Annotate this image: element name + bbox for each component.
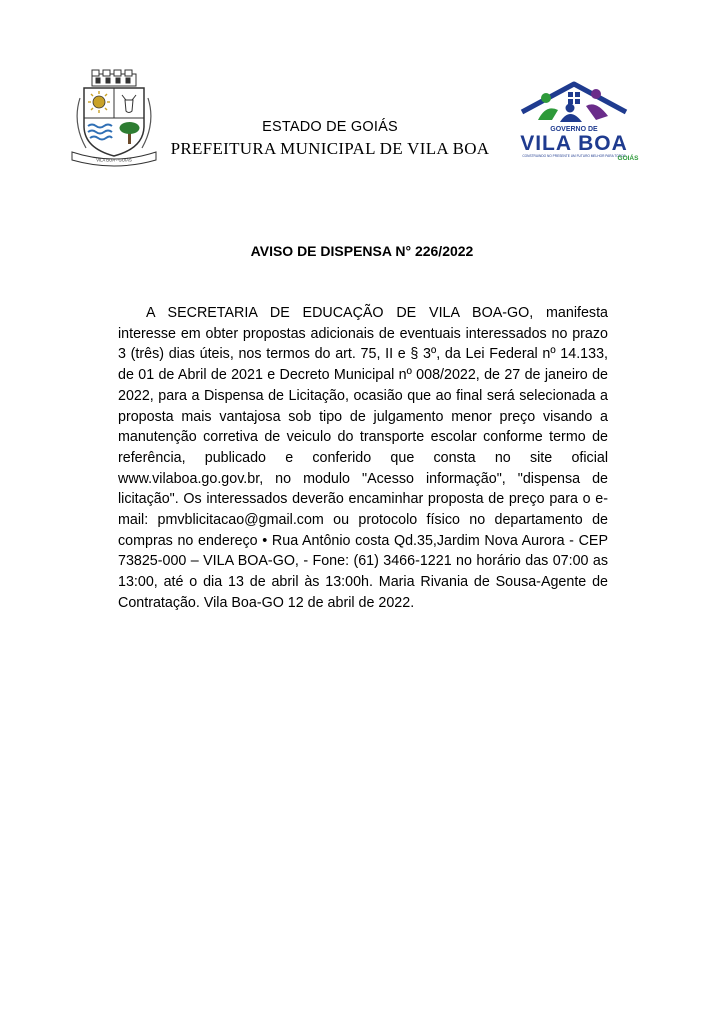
prefecture-name: PREFEITURA MUNICIPAL DE VILA BOA: [170, 139, 490, 158]
crest-banner-text: VILA BOA - GOIÁS: [96, 157, 132, 163]
notice-title: AVISO DE DISPENSA N° 226/2022: [250, 243, 474, 259]
logo-top-text: GOVERNO DE: [550, 126, 598, 133]
state-name: ESTADO DE GOIÁS: [262, 119, 398, 135]
logo-window-icon: [568, 92, 580, 104]
crest-crown: [92, 70, 136, 86]
municipal-crest-logo: [66, 68, 162, 168]
logo-sub-text: GOIÁS: [617, 155, 639, 162]
logo-slogan-text: CONSTRUINDO NO PRESENTE UM FUTURO MELHOR PARA TODOS: [522, 154, 626, 158]
notice-body: A SECRETARIA DE EDUCAÇÃO DE VILA BOA-GO, manifesta interesse em obter propostas adicionais de eventuais interessados no prazo 3 (três) dias úteis, nos termos do art. 75, II e § 3º, da Lei Federal nº 14.133, de 01 de Abril de 2021 e Decreto Municipal nº 008/2022, de 27 de janeiro de 2022, para a Dispensa de Licitação, ocasião que ao final será selecionada a proposta mais vantajosa sob tipo de julgamento menor preço visando a manutenção corretiva de veiculo do transporte escolar conforme termo de referência, publicado e conferido que consta no site oficial www.vilaboa.go.gov.br, no modulo "Acesso informação", "dispensa de licitação". Os interessados deverão encaminhar proposta de preço para o e-mail: pmvblicitacao@gmail.com ou protocolo físico no departamento de compras no endereço • Rua Antônio costa Qd.35,Jardim Nova Aurora - CEP 73825-000 – VILA BOA-GO, - Fone: (61) 3466-1221 no horário das 07:00 as 13:00, até o dia 13 de abril às 13:00h. Maria Rivania de Sousa-Agente de Contratação. Vila Boa-GO 12 de abril de 2022.: [118, 305, 608, 611]
vila-boa-government-logo: [500, 76, 648, 166]
logo-main-text: VILA BOA: [520, 132, 628, 155]
